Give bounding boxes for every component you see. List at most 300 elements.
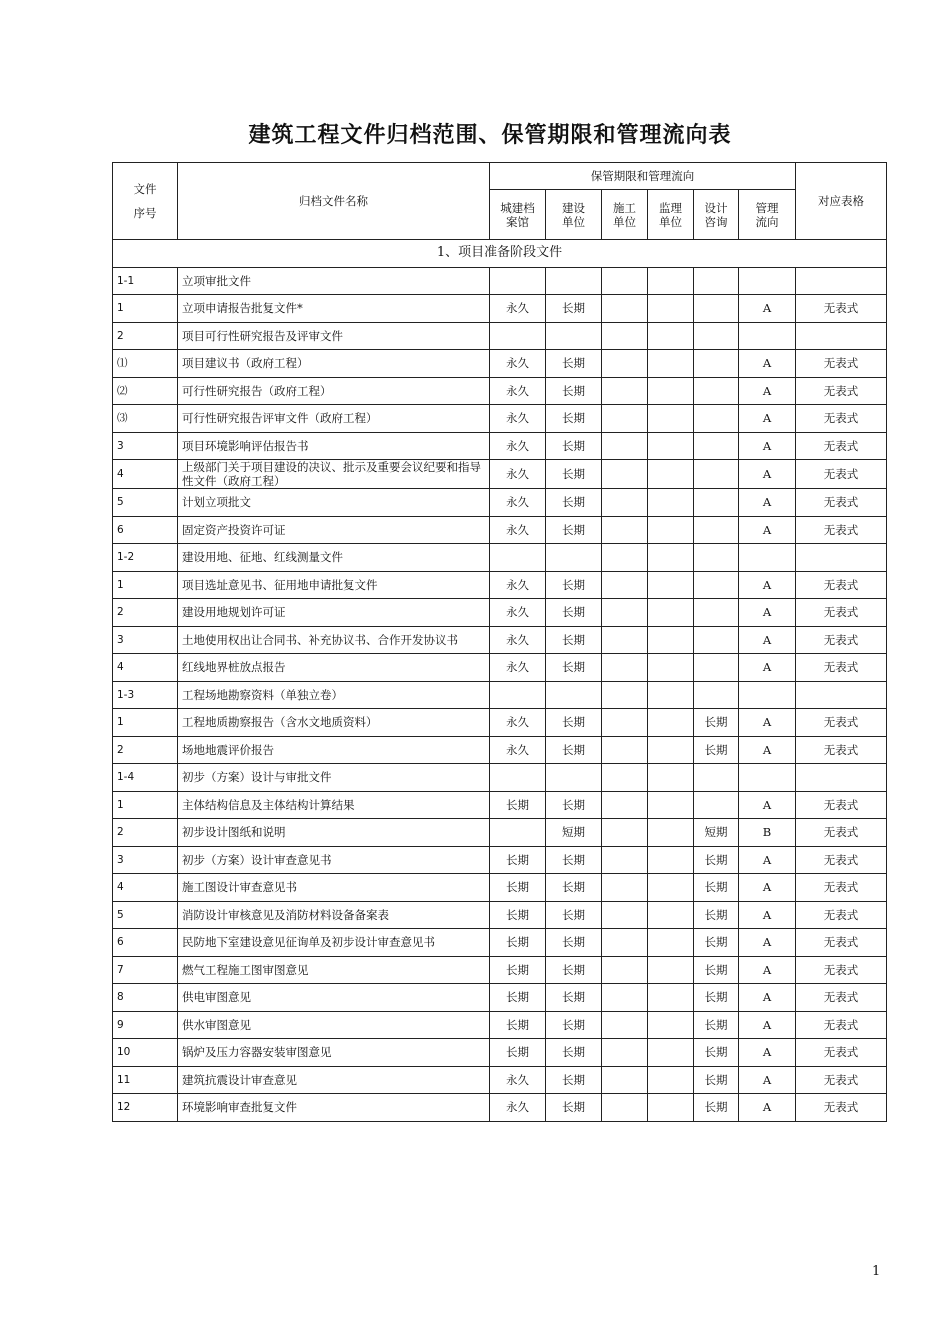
row-cell-b: 短期 (546, 819, 602, 847)
row-cell-c (602, 956, 648, 984)
row-cell-a (490, 544, 546, 572)
row-cell-c (602, 764, 648, 792)
table-row (113, 1066, 887, 1094)
row-seq: 2 (113, 819, 178, 847)
row-name: 锅炉及压力容器安装审图意见 (178, 1039, 490, 1067)
header-group: 保管期限和管理流向 (490, 163, 796, 190)
row-cell-d (648, 846, 694, 874)
row-seq: 5 (113, 901, 178, 929)
row-seq: 8 (113, 984, 178, 1012)
row-seq: 4 (113, 460, 178, 489)
row-cell-d (648, 956, 694, 984)
row-cell-e: 长期 (694, 1094, 739, 1122)
row-cell-b (546, 322, 602, 350)
table-row (113, 571, 887, 599)
row-cell-g: 无表式 (796, 1066, 887, 1094)
row-cell-c (602, 295, 648, 323)
header-sub-4 (694, 190, 739, 240)
archive-table (112, 162, 887, 1122)
row-cell-g: 无表式 (796, 846, 887, 874)
row-cell-e: 长期 (694, 874, 739, 902)
row-cell-f: A (739, 984, 796, 1012)
row-cell-g (796, 764, 887, 792)
row-cell-e: 长期 (694, 956, 739, 984)
row-cell-d (648, 791, 694, 819)
header-seq (113, 163, 178, 240)
row-cell-f: A (739, 874, 796, 902)
row-name: 项目建议书（政府工程） (178, 350, 490, 378)
header-sub-3 (648, 190, 694, 240)
row-name: 项目可行性研究报告及评审文件 (178, 322, 490, 350)
header-form: 对应表格 (796, 163, 887, 240)
header-sub-5 (739, 190, 796, 240)
row-cell-a: 永久 (490, 1066, 546, 1094)
row-name: 工程场地勘察资料（单独立卷） (178, 681, 490, 709)
row-cell-b (546, 544, 602, 572)
row-cell-a: 长期 (490, 956, 546, 984)
row-cell-b (546, 764, 602, 792)
row-cell-b: 长期 (546, 626, 602, 654)
row-cell-e: 长期 (694, 1011, 739, 1039)
row-cell-b: 长期 (546, 846, 602, 874)
row-cell-g: 无表式 (796, 1039, 887, 1067)
row-cell-f: A (739, 350, 796, 378)
row-cell-e (694, 516, 739, 544)
row-cell-b: 长期 (546, 1066, 602, 1094)
table-row (113, 405, 887, 433)
row-cell-g (796, 267, 887, 295)
row-seq: 2 (113, 322, 178, 350)
row-cell-b: 长期 (546, 654, 602, 682)
row-cell-c (602, 405, 648, 433)
row-name: 红线地界桩放点报告 (178, 654, 490, 682)
row-cell-b (546, 267, 602, 295)
row-cell-c (602, 819, 648, 847)
row-name: 民防地下室建设意见征询单及初步设计审查意见书 (178, 929, 490, 957)
row-cell-a (490, 322, 546, 350)
row-cell-e: 长期 (694, 929, 739, 957)
table-row (113, 626, 887, 654)
row-cell-c (602, 460, 648, 489)
row-cell-f: A (739, 432, 796, 460)
row-cell-f: A (739, 571, 796, 599)
row-cell-d (648, 544, 694, 572)
row-cell-f: A (739, 516, 796, 544)
row-cell-a: 长期 (490, 1039, 546, 1067)
row-cell-a: 长期 (490, 929, 546, 957)
row-cell-c (602, 709, 648, 737)
header-sub-line1: 施工 (613, 200, 636, 215)
row-cell-b: 长期 (546, 1039, 602, 1067)
row-cell-b: 长期 (546, 956, 602, 984)
header-seq-line1: 文件 (133, 182, 157, 196)
row-cell-d (648, 681, 694, 709)
row-cell-e (694, 544, 739, 572)
row-cell-d (648, 901, 694, 929)
header-sub-2 (602, 190, 648, 240)
row-seq: 2 (113, 736, 178, 764)
row-cell-e: 长期 (694, 736, 739, 764)
row-cell-f (739, 681, 796, 709)
row-cell-c (602, 901, 648, 929)
row-cell-c (602, 267, 648, 295)
row-cell-c (602, 846, 648, 874)
table-row (113, 956, 887, 984)
row-cell-c (602, 1094, 648, 1122)
row-cell-e: 短期 (694, 819, 739, 847)
row-seq: ⑶ (113, 405, 178, 433)
row-cell-f: A (739, 1011, 796, 1039)
row-name: 工程地质勘察报告（含水文地质资料） (178, 709, 490, 737)
row-cell-f: A (739, 956, 796, 984)
row-cell-g: 无表式 (796, 377, 887, 405)
row-cell-g (796, 322, 887, 350)
row-seq: 6 (113, 516, 178, 544)
row-name: 立项申请报告批复文件* (178, 295, 490, 323)
row-name: 立项审批文件 (178, 267, 490, 295)
table-row (113, 984, 887, 1012)
table-row (113, 681, 887, 709)
row-cell-f (739, 544, 796, 572)
table-row (113, 377, 887, 405)
row-cell-f: A (739, 1094, 796, 1122)
table-row (113, 1011, 887, 1039)
table-row (113, 295, 887, 323)
row-cell-c (602, 489, 648, 517)
row-cell-a (490, 267, 546, 295)
row-cell-d (648, 984, 694, 1012)
row-cell-e (694, 322, 739, 350)
row-cell-b: 长期 (546, 377, 602, 405)
row-cell-b: 长期 (546, 405, 602, 433)
header-row-1 (113, 163, 887, 190)
row-cell-f: A (739, 377, 796, 405)
row-cell-c (602, 791, 648, 819)
row-cell-f: A (739, 626, 796, 654)
table-row (113, 460, 887, 489)
row-cell-f: A (739, 295, 796, 323)
row-cell-a: 长期 (490, 984, 546, 1012)
row-cell-f: A (739, 405, 796, 433)
row-cell-g: 无表式 (796, 709, 887, 737)
row-cell-c (602, 377, 648, 405)
section-title: 1、项目准备阶段文件 (113, 240, 887, 268)
row-cell-c (602, 1039, 648, 1067)
row-cell-g: 无表式 (796, 295, 887, 323)
table-row (113, 489, 887, 517)
row-cell-g: 无表式 (796, 460, 887, 489)
row-cell-c (602, 322, 648, 350)
row-name: 环境影响审查批复文件 (178, 1094, 490, 1122)
row-cell-g: 无表式 (796, 901, 887, 929)
row-cell-g: 无表式 (796, 874, 887, 902)
row-cell-g (796, 681, 887, 709)
row-cell-a: 长期 (490, 874, 546, 902)
row-seq: 12 (113, 1094, 178, 1122)
row-cell-b: 长期 (546, 350, 602, 378)
row-cell-g: 无表式 (796, 350, 887, 378)
row-cell-d (648, 626, 694, 654)
row-cell-d (648, 516, 694, 544)
row-cell-f (739, 322, 796, 350)
row-cell-c (602, 1011, 648, 1039)
row-cell-g: 无表式 (796, 571, 887, 599)
header-sub-line2: 单位 (562, 214, 585, 229)
header-sub-line2: 流向 (755, 214, 779, 229)
row-cell-d (648, 267, 694, 295)
row-cell-g: 无表式 (796, 791, 887, 819)
row-cell-a: 永久 (490, 736, 546, 764)
row-cell-e (694, 267, 739, 295)
row-cell-g: 无表式 (796, 489, 887, 517)
row-cell-g: 无表式 (796, 654, 887, 682)
row-cell-f: A (739, 489, 796, 517)
row-cell-f: A (739, 599, 796, 627)
row-name: 初步（方案）设计与审批文件 (178, 764, 490, 792)
row-cell-a: 永久 (490, 599, 546, 627)
page-number: 1 (872, 1264, 881, 1279)
row-cell-d (648, 709, 694, 737)
row-cell-e: 长期 (694, 846, 739, 874)
row-seq: 3 (113, 626, 178, 654)
row-name: 主体结构信息及主体结构计算结果 (178, 791, 490, 819)
header-sub-line1: 城建档 (500, 200, 535, 215)
row-cell-e (694, 626, 739, 654)
row-cell-e (694, 405, 739, 433)
row-name: 供电审图意见 (178, 984, 490, 1012)
table-row (113, 819, 887, 847)
row-cell-b: 长期 (546, 1094, 602, 1122)
header-sub-0 (490, 190, 546, 240)
row-cell-a: 永久 (490, 571, 546, 599)
row-cell-e: 长期 (694, 709, 739, 737)
row-cell-e (694, 377, 739, 405)
row-cell-d (648, 819, 694, 847)
row-cell-d (648, 736, 694, 764)
row-cell-b: 长期 (546, 929, 602, 957)
row-name: 消防设计审核意见及消防材料设备备案表 (178, 901, 490, 929)
row-cell-a: 永久 (490, 460, 546, 489)
row-cell-d (648, 1011, 694, 1039)
row-cell-g: 无表式 (796, 1094, 887, 1122)
row-name: 固定资产投资许可证 (178, 516, 490, 544)
header-sub-1 (546, 190, 602, 240)
row-cell-b: 长期 (546, 791, 602, 819)
row-name: 土地使用权出让合同书、补充协议书、合作开发协议书 (178, 626, 490, 654)
row-cell-c (602, 736, 648, 764)
table-row (113, 929, 887, 957)
table-row (113, 516, 887, 544)
row-cell-a (490, 681, 546, 709)
row-cell-a: 永久 (490, 432, 546, 460)
table-row (113, 544, 887, 572)
row-cell-f: A (739, 1066, 796, 1094)
section-row (113, 240, 887, 268)
row-seq: ⑵ (113, 377, 178, 405)
row-seq: 1 (113, 709, 178, 737)
row-cell-g (796, 544, 887, 572)
row-seq: 6 (113, 929, 178, 957)
row-cell-e: 长期 (694, 1039, 739, 1067)
row-seq: 1 (113, 791, 178, 819)
document-title: 建筑工程文件归档范围、保管期限和管理流向表 (248, 122, 732, 148)
row-cell-g: 无表式 (796, 432, 887, 460)
table-row (113, 1094, 887, 1122)
row-cell-e (694, 654, 739, 682)
header-sub-line2: 单位 (659, 214, 682, 229)
row-cell-d (648, 874, 694, 902)
row-name: 计划立项批文 (178, 489, 490, 517)
row-seq: 5 (113, 489, 178, 517)
row-seq: 11 (113, 1066, 178, 1094)
row-cell-e (694, 571, 739, 599)
row-cell-c (602, 654, 648, 682)
row-cell-d (648, 405, 694, 433)
row-name: 初步设计图纸和说明 (178, 819, 490, 847)
row-seq: 1-4 (113, 764, 178, 792)
row-cell-b: 长期 (546, 709, 602, 737)
row-name: 项目环境影响评估报告书 (178, 432, 490, 460)
row-cell-c (602, 571, 648, 599)
row-cell-g: 无表式 (796, 819, 887, 847)
row-cell-d (648, 460, 694, 489)
row-cell-d (648, 1066, 694, 1094)
row-cell-d (648, 377, 694, 405)
row-cell-a: 长期 (490, 846, 546, 874)
row-name: 供水审图意见 (178, 1011, 490, 1039)
row-name: 项目选址意见书、征用地申请批复文件 (178, 571, 490, 599)
row-cell-g: 无表式 (796, 516, 887, 544)
row-name: 可行性研究报告（政府工程） (178, 377, 490, 405)
row-name: 燃气工程施工图审图意见 (178, 956, 490, 984)
row-cell-e (694, 599, 739, 627)
row-name: 建设用地规划许可证 (178, 599, 490, 627)
row-cell-f: A (739, 901, 796, 929)
table-row (113, 654, 887, 682)
row-cell-g: 无表式 (796, 405, 887, 433)
row-cell-f: B (739, 819, 796, 847)
row-cell-b: 长期 (546, 295, 602, 323)
row-cell-e (694, 460, 739, 489)
row-cell-b: 长期 (546, 432, 602, 460)
header-sub-line2: 单位 (613, 214, 636, 229)
row-cell-a: 永久 (490, 405, 546, 433)
row-cell-d (648, 432, 694, 460)
row-seq: 1-1 (113, 267, 178, 295)
row-cell-a: 长期 (490, 901, 546, 929)
table-row (113, 322, 887, 350)
table-row (113, 736, 887, 764)
row-cell-b: 长期 (546, 599, 602, 627)
table-row (113, 1039, 887, 1067)
row-cell-g: 无表式 (796, 929, 887, 957)
row-cell-c (602, 626, 648, 654)
row-cell-a: 永久 (490, 654, 546, 682)
header-sub-line1: 监理 (659, 200, 682, 215)
row-cell-a: 长期 (490, 1011, 546, 1039)
row-seq: 3 (113, 846, 178, 874)
row-cell-a: 永久 (490, 489, 546, 517)
row-cell-e (694, 295, 739, 323)
row-cell-f: A (739, 1039, 796, 1067)
table-row (113, 350, 887, 378)
row-cell-e (694, 489, 739, 517)
row-cell-g: 无表式 (796, 736, 887, 764)
row-cell-g: 无表式 (796, 984, 887, 1012)
row-cell-a: 永久 (490, 709, 546, 737)
row-cell-e (694, 681, 739, 709)
row-cell-b: 长期 (546, 489, 602, 517)
row-cell-c (602, 984, 648, 1012)
row-cell-g: 无表式 (796, 599, 887, 627)
row-cell-a: 长期 (490, 791, 546, 819)
row-cell-c (602, 544, 648, 572)
row-cell-a: 永久 (490, 377, 546, 405)
row-cell-d (648, 489, 694, 517)
row-cell-e (694, 791, 739, 819)
row-seq: 3 (113, 432, 178, 460)
row-cell-e: 长期 (694, 984, 739, 1012)
table-row (113, 846, 887, 874)
table-row (113, 874, 887, 902)
row-cell-d (648, 654, 694, 682)
row-cell-c (602, 929, 648, 957)
row-cell-f: A (739, 846, 796, 874)
row-name: 上级部门关于项目建设的决议、批示及重要会议纪要和指导性文件（政府工程） (178, 460, 490, 489)
row-cell-e (694, 764, 739, 792)
row-cell-b: 长期 (546, 901, 602, 929)
row-cell-d (648, 350, 694, 378)
row-cell-b: 长期 (546, 1011, 602, 1039)
row-cell-f: A (739, 709, 796, 737)
row-cell-f: A (739, 929, 796, 957)
row-cell-c (602, 1066, 648, 1094)
row-cell-f: A (739, 460, 796, 489)
row-name: 建筑抗震设计审查意见 (178, 1066, 490, 1094)
table-row (113, 432, 887, 460)
row-cell-b: 长期 (546, 984, 602, 1012)
row-cell-f: A (739, 736, 796, 764)
row-seq: 4 (113, 654, 178, 682)
row-name: 场地地震评价报告 (178, 736, 490, 764)
row-cell-d (648, 571, 694, 599)
row-seq: 1 (113, 295, 178, 323)
row-cell-a: 永久 (490, 295, 546, 323)
row-seq: ⑴ (113, 350, 178, 378)
row-cell-a: 永久 (490, 1094, 546, 1122)
row-cell-b: 长期 (546, 571, 602, 599)
row-cell-f (739, 764, 796, 792)
row-cell-a (490, 764, 546, 792)
row-seq: 9 (113, 1011, 178, 1039)
row-cell-g: 无表式 (796, 626, 887, 654)
row-cell-d (648, 929, 694, 957)
row-cell-e (694, 432, 739, 460)
row-cell-f (739, 267, 796, 295)
table-row (113, 599, 887, 627)
row-cell-b: 长期 (546, 874, 602, 902)
row-cell-d (648, 1094, 694, 1122)
row-cell-g: 无表式 (796, 1011, 887, 1039)
table-row (113, 764, 887, 792)
row-seq: 2 (113, 599, 178, 627)
row-seq: 7 (113, 956, 178, 984)
header-sub-line1: 管理 (755, 200, 779, 215)
row-cell-a (490, 819, 546, 847)
row-cell-d (648, 764, 694, 792)
row-cell-d (648, 322, 694, 350)
row-cell-c (602, 874, 648, 902)
